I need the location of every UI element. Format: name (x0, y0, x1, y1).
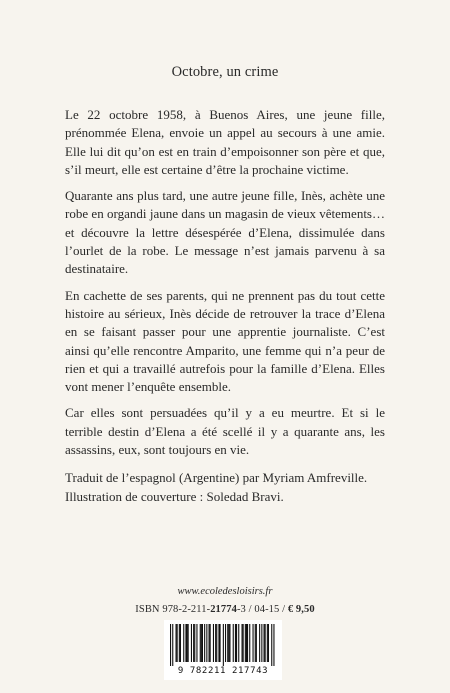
blurb-paragraph-4: Car elles sont persuadées qu’il y a eu meurtre. Et si le terrible destin d’Elena a été scellé il y a quarante ans, les assassins, eux, sont toujours en vie. (65, 405, 385, 458)
blurb-paragraph-1: Le 22 octobre 1958, à Buenos Aires, une jeune fille, prénommée Elena, envoie un appel au secours à une amie. Elle lui dit qu’on est en train d’empoisonner son père et que, s’il meurt, elle est certaine d’être la prochaine victime. (65, 107, 385, 177)
barcode-bar (223, 624, 224, 666)
barcode-bar (206, 624, 207, 662)
blurb (65, 106, 385, 506)
barcode-bar (218, 624, 219, 662)
barcode-bar (243, 624, 244, 662)
barcode-bar (188, 624, 189, 662)
barcode-bar (193, 624, 194, 662)
barcode-bar (228, 624, 229, 662)
translation-credit: Traduit de l’espagnol (Argentine) par Myriam Amfreville. (65, 470, 368, 486)
isbn-line (0, 604, 450, 615)
barcode-bar (245, 624, 246, 662)
isbn-suffix: -3 / 04-15 / (236, 604, 288, 615)
barcode-bar (216, 624, 217, 662)
barcode-bar (187, 624, 188, 662)
book-title: Octobre, un crime (171, 64, 279, 80)
barcode-bar (265, 624, 266, 662)
isbn-bold-part: 21774 (210, 604, 237, 615)
barcode-bar (268, 624, 269, 662)
barcode-bar (183, 624, 184, 662)
credits (65, 469, 385, 506)
barcode-bar (215, 624, 216, 662)
isbn-prefix: ISBN 978-2-211- (135, 604, 211, 615)
barcode-bar (177, 624, 178, 662)
barcode-bar (213, 624, 214, 662)
barcode-bar (249, 624, 250, 662)
barcode-bar (220, 624, 221, 662)
barcode-bar (200, 624, 201, 662)
blurb-paragraph-2: Quarante ans plus tard, une autre jeune fille, Inès, achète une robe en organdi jaune dans un magasin de vieux vêtements… et découvre la lettre désespérée d’Elena, dissimulée dans l’ourlet de la robe. Le message n’est jamais parvenu à sa destinataire. (65, 188, 385, 277)
barcode-bar (271, 624, 272, 666)
barcode-bars (168, 624, 278, 666)
barcode-bar (210, 624, 211, 662)
barcode-bar (255, 624, 256, 662)
barcode-bar (233, 624, 234, 662)
barcode-bar (196, 624, 197, 662)
barcode-bar (170, 624, 171, 666)
barcode-bar (202, 624, 203, 662)
barcode-bar (242, 624, 243, 662)
barcode-bar (185, 624, 186, 662)
barcode-bar (201, 624, 202, 662)
barcode-bar (267, 624, 268, 662)
barcode-bar (246, 624, 247, 662)
barcode-bar (191, 624, 192, 662)
barcode-bar (227, 624, 228, 662)
barcode-bar (256, 624, 257, 662)
barcode-bar (264, 624, 265, 662)
barcode-bar (273, 624, 274, 666)
publisher-website[interactable]: www.ecoledesloisirs.fr (177, 586, 273, 597)
barcode-bar (236, 624, 237, 662)
barcode-bar (253, 624, 254, 662)
barcode-bar (172, 624, 173, 666)
barcode-bar (176, 624, 177, 662)
barcode (164, 620, 282, 680)
barcode-bar (229, 624, 230, 662)
illustration-credit: Illustration de couverture : Soledad Bravi. (65, 488, 284, 504)
barcode-bar (261, 624, 262, 662)
barcode-bar (209, 624, 210, 662)
price: € 9,50 (287, 604, 315, 615)
blurb-paragraph-3: En cachette de ses parents, qui ne prennent pas du tout cette histoire au sérieux, Inès décide de retrouver la trace d’Elena en se faisant passer pour une apprentie journaliste. C’est ainsi qu’elle rencontre Amparito, une femme qui n’a peur de rien et qui a travaillé autrefois pour la famille d’Elena. Elles vont mener l’enquête ensemble. (65, 287, 385, 395)
barcode-bar (204, 624, 205, 662)
barcode-digits: 9 782211 217743 (177, 666, 269, 676)
barcode-bar (179, 624, 180, 662)
barcode-bar (247, 624, 248, 662)
barcode-bar (238, 624, 239, 662)
barcode-bar (235, 624, 236, 662)
barcode-bar (259, 624, 260, 662)
barcode-bar (194, 624, 195, 662)
barcode-bar (225, 624, 226, 662)
barcode-bar (180, 624, 181, 662)
